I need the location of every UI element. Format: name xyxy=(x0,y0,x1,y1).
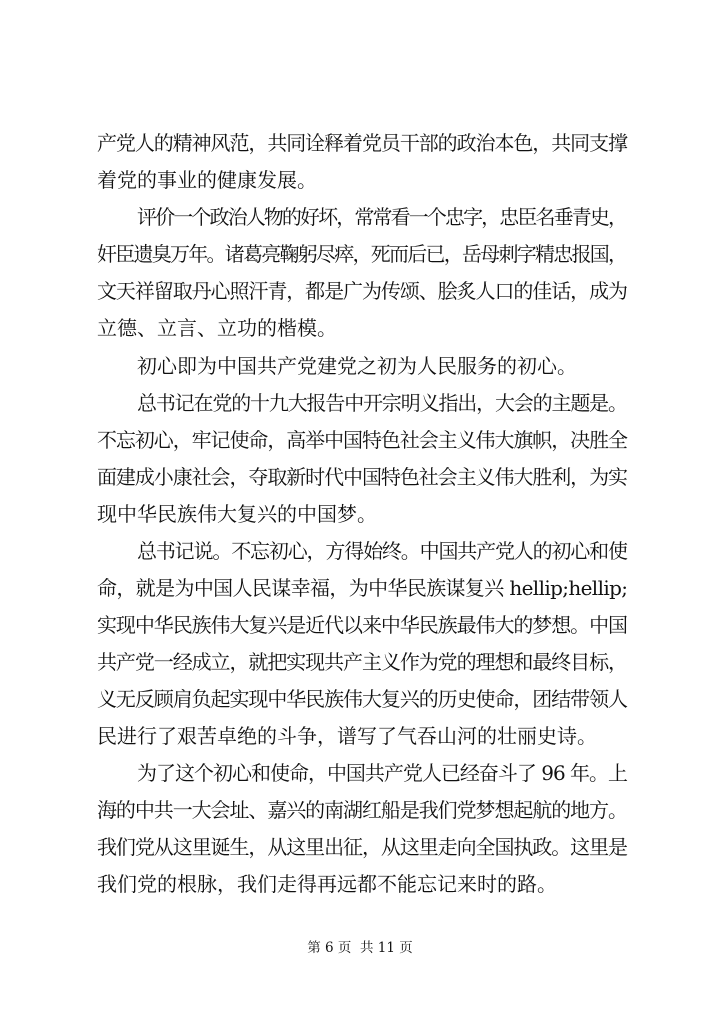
text-line-15: 共产党一经成立，就把实现共产主义作为党的理想和最终目标， xyxy=(97,650,627,674)
text-line-13: 命，就是为中国人民谋幸福，为中华民族谋复兴 hellip;hellip; xyxy=(97,576,628,600)
text-line-2: 着党的事业的健康发展。 xyxy=(97,168,317,192)
text-line-4: 奸臣遗臭万年。诸葛亮鞠躬尽瘁，死而后已，岳母刺字精忠报国， xyxy=(97,242,627,266)
text-line-16: 义无反顾肩负起实现中华民族伟大复兴的历史使命，团结带领人 xyxy=(97,687,627,711)
text-line-1: 产党人的精神风范，共同诠释着党员干部的政治本色，共同支撑 xyxy=(97,131,627,155)
text-line-5: 文天祥留取丹心照汗青，都是广为传颂、脍炙人口的佳话，成为 xyxy=(97,279,627,303)
text-line-20: 我们党从这里诞生，从这里出征，从这里走向全国执政。这里是 xyxy=(97,835,627,859)
text-line-12: 总书记说。不忘初心，方得始终。中国共产党人的初心和使 xyxy=(137,539,627,563)
text-line-3: 评价一个政治人物的好坏，常常看一个忠字，忠臣名垂青史， xyxy=(137,205,627,229)
text-line-19: 海的中共一大会址、嘉兴的南湖红船是我们党梦想起航的地方。 xyxy=(97,798,627,822)
text-line-7: 初心即为中国共产党建党之初为人民服务的初心。 xyxy=(137,354,577,378)
text-line-9: 不忘初心，牢记使命，高举中国特色社会主义伟大旗帜，决胜全 xyxy=(97,428,627,452)
text-line-6: 立德、立言、立功的楷模。 xyxy=(97,316,337,340)
text-line-17: 民进行了艰苦卓绝的斗争，谱写了气吞山河的壮丽史诗。 xyxy=(97,724,597,748)
text-line-10: 面建成小康社会，夺取新时代中国特色社会主义伟大胜利，为实 xyxy=(97,465,627,489)
text-line-11: 现中华民族伟大复兴的中国梦。 xyxy=(97,502,377,526)
text-line-14: 实现中华民族伟大复兴是近代以来中华民族最伟大的梦想。中国 xyxy=(97,613,627,637)
page-footer: 第 6 页 共 11 页 xyxy=(307,940,413,956)
text-line-21: 我们党的根脉，我们走得再远都不能忘记来时的路。 xyxy=(97,872,557,896)
text-line-8: 总书记在党的十九大报告中开宗明义指出，大会的主题是。 xyxy=(137,391,627,415)
text-line-18: 为了这个初心和使命，中国共产党人已经奋斗了 96 年。上 xyxy=(137,761,627,785)
